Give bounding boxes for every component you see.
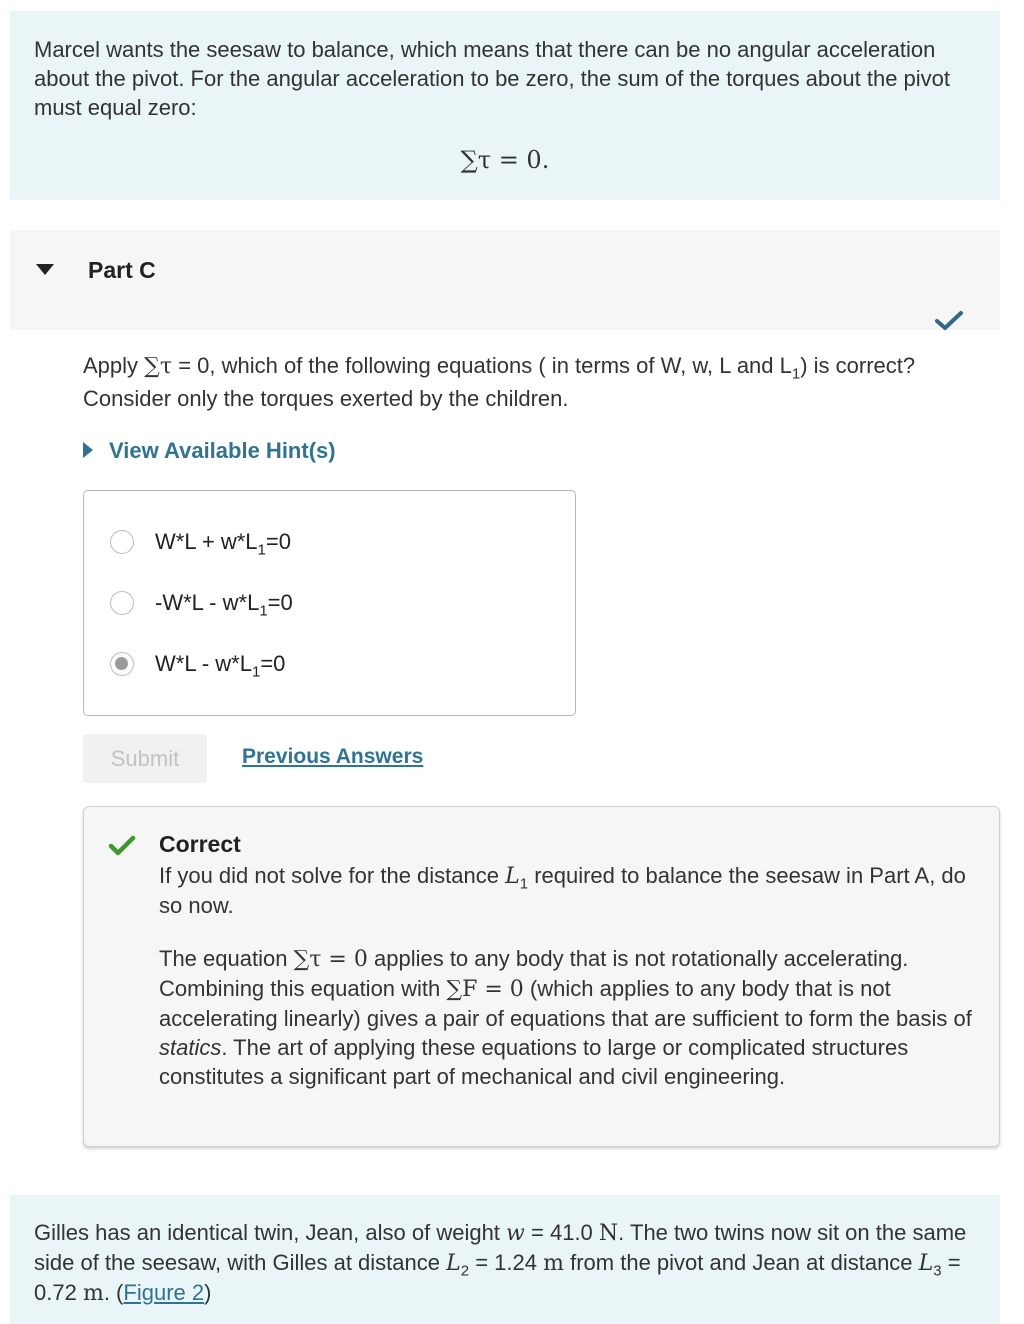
hint-label: View Available Hint(s) (109, 438, 336, 463)
intro-formula: ∑τ = 0. (460, 146, 550, 174)
radio-button[interactable] (110, 591, 134, 615)
feedback-paragraph-2: The equation ∑τ = 0 applies to any body that is not rotationally accelerating. Combining this equation with ∑F = 0 (which applies to any body that is not accelerating linearly) gives a pair of equations that are sufficient to form the basis of statics. The art of applying these equations to large or complicated structures constitutes a significant part of mechanical and civil engineering. (159, 946, 972, 1089)
caret-right-icon (83, 442, 93, 458)
radio-button[interactable] (110, 530, 134, 554)
option-label: $W*L - w*L_1=0$ (155, 651, 286, 681)
question-text (83, 350, 1003, 415)
next-part-intro: Gilles has an identical twin, Jean, also of weight w = 41.0 N. The two twins now sit on the same side of the seesaw, with Gilles at distance $L_2 = 1.24$ m from the pivot and Jean at distance $L_3 = 0.72$ m. (Figure 2) (10, 1195, 1000, 1324)
checkmark-icon (934, 310, 964, 332)
answer-options (83, 490, 576, 716)
submit-button[interactable]: Submit (83, 734, 207, 783)
part-header[interactable] (10, 230, 1000, 330)
feedback-title: Correct (159, 831, 241, 857)
correct-check-icon (108, 835, 136, 857)
question-formula: ∑τ (144, 354, 173, 379)
option-label: $W*L + w*L_1=0$ (155, 529, 291, 559)
view-hints-link[interactable] (83, 438, 336, 464)
question-sub: 1 (791, 365, 801, 383)
figure-2-link[interactable]: Figure 2 (123, 1280, 205, 1305)
intro-panel (10, 11, 1000, 200)
question-suffix: ) is correct? Consider only the torques exerted by the children. (83, 353, 916, 411)
feedback-panel (83, 806, 1000, 1147)
feedback-paragraph-1: If you did not solve for the distance $L_1$ required to balance the seesaw in Part A, do so now. (159, 863, 966, 918)
intro-text: Marcel wants the seesaw to balance, which means that there can be no angular acceleration about the pivot. For the angular acceleration to be zero, the sum of the torques about the pivot must equal zero: (34, 37, 951, 120)
collapse-triangle-icon[interactable] (36, 264, 54, 275)
option-label: $-W*L - w*L_1=0$ (155, 590, 293, 620)
radio-button-selected[interactable] (110, 652, 134, 676)
question-mid: = 0, which of the following equations ( in terms of W, w, L and L (178, 353, 792, 378)
question-prefix: Apply (83, 353, 139, 378)
part-title: Part C (88, 257, 156, 283)
previous-answers-link[interactable]: Previous Answers (242, 745, 424, 768)
